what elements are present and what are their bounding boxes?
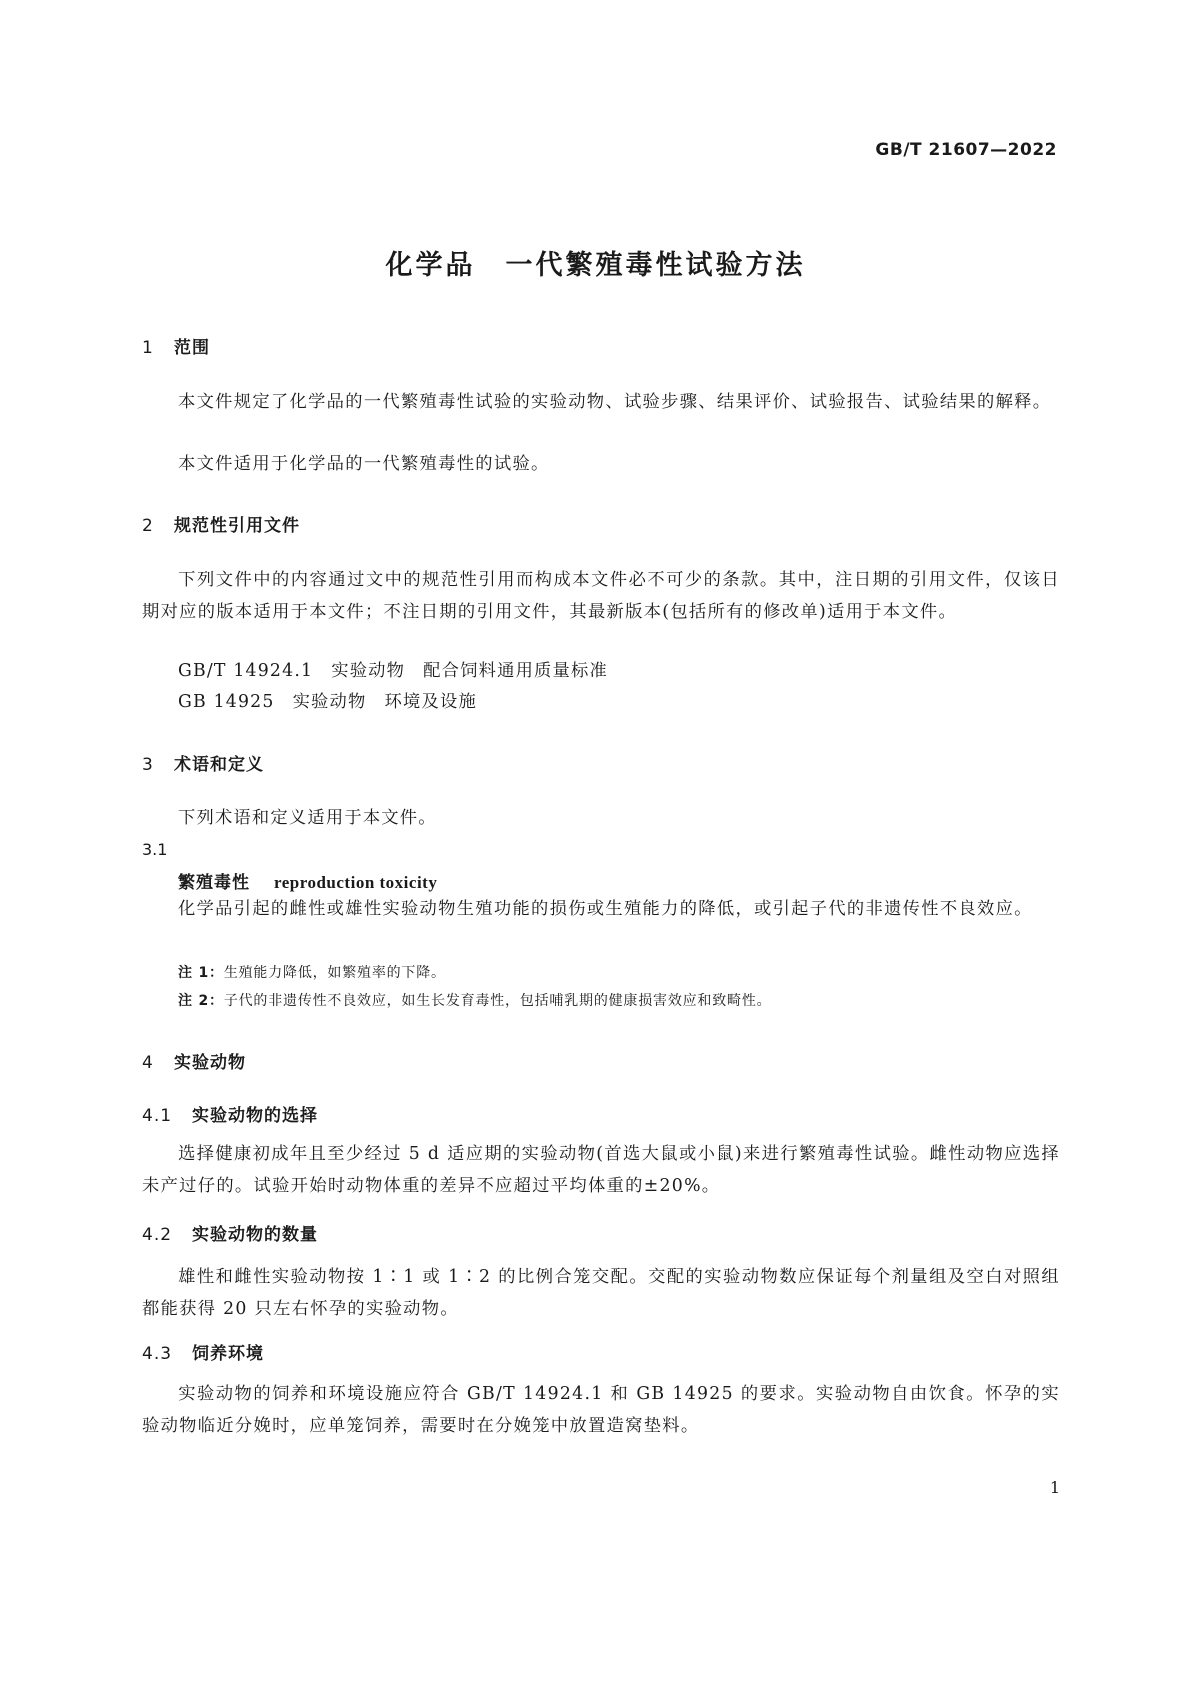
subsection-title: 实验动物的选择 <box>192 1106 318 1126</box>
subsection-4-1-heading <box>142 1101 318 1126</box>
term-definition <box>142 893 1060 925</box>
subsection-number: 4.3 <box>142 1344 173 1364</box>
section-number: 1 <box>142 338 154 358</box>
section-1-heading <box>142 333 210 358</box>
paragraph-text: 化学品引起的雌性或雄性实验动物生殖功能的损伤或生殖能力的降低，或引起子代的非遗传性不良效应。 <box>178 899 1033 919</box>
note <box>178 990 771 1010</box>
paragraph <box>142 1378 1060 1442</box>
note-text: 生殖能力降低，如繁殖率的下降。 <box>223 965 446 981</box>
note <box>178 962 446 982</box>
standard-code: GB/T 21607—2022 <box>875 140 1057 160</box>
subsection-4-3-heading <box>142 1339 264 1364</box>
term-heading <box>178 868 437 893</box>
reference-title-part: 环境及设施 <box>384 692 477 712</box>
paragraph-text: 雄性和雌性实验动物按 1∶1 或 1∶2 的比例合笼交配。交配的实验动物数应保证每个剂量组及空白对照组都能获得 20 只左右怀孕的实验动物。 <box>142 1267 1060 1319</box>
term-number: 3.1 <box>142 840 168 859</box>
section-3-heading <box>142 750 264 775</box>
section-number: 3 <box>142 755 154 775</box>
paragraph-text: 选择健康初成年且至少经过 5 d 适应期的实验动物(首选大鼠或小鼠)来进行繁殖毒性试验。雌性动物应选择未产过仔的。试验开始时动物体重的差异不应超过平均体重的±20%。 <box>142 1144 1060 1196</box>
reference-title-part: 实验动物 <box>331 661 406 681</box>
subsection-number: 4.1 <box>142 1106 173 1126</box>
subsection-title: 饲养环境 <box>192 1344 264 1364</box>
paragraph-text: 本文件适用于化学品的一代繁殖毒性的试验。 <box>178 454 550 474</box>
section-title: 术语和定义 <box>174 755 264 775</box>
page-number: 1 <box>1049 1478 1060 1497</box>
section-title: 实验动物 <box>174 1053 246 1073</box>
paragraph: 下列术语和定义适用于本文件。 <box>178 808 437 828</box>
section-4-heading <box>142 1048 246 1073</box>
reference-code: GB/T 14924.1 <box>178 661 314 681</box>
note-text: 子代的非遗传性不良效应，如生长发育毒性，包括哺乳期的健康损害效应和致畸性。 <box>223 993 772 1009</box>
note-label: 注 2： <box>178 993 224 1009</box>
paragraph-text: 本文件规定了化学品的一代繁殖毒性试验的实验动物、试验步骤、结果评价、试验报告、试验结果的解释。 <box>178 392 1052 412</box>
reference-title-part: 实验动物 <box>292 692 367 712</box>
section-number: 2 <box>142 516 154 536</box>
paragraph-text: 下列文件中的内容通过文中的规范性引用而构成本文件必不可少的条款。其中，注日期的引用文件，仅该日期对应的版本适用于本文件；不注日期的引用文件，其最新版本(包括所有的修改单)适用于本文件。 <box>142 570 1060 622</box>
reference-code: GB 14925 <box>178 692 275 712</box>
document-title: 化学品 一代繁殖毒性试验方法 <box>385 250 806 281</box>
subsection-number: 4.2 <box>142 1225 173 1245</box>
term-english: reproduction toxicity <box>274 873 438 892</box>
paragraph <box>142 1261 1060 1325</box>
subsection-4-2-heading <box>142 1220 318 1245</box>
paragraph <box>142 386 1060 418</box>
subsection-title: 实验动物的数量 <box>192 1225 318 1245</box>
section-number: 4 <box>142 1053 154 1073</box>
section-2-heading <box>142 511 300 536</box>
paragraph-text: 实验动物的饲养和环境设施应符合 GB/T 14924.1 和 GB 14925 的要求。实验动物自由饮食。怀孕的实验动物临近分娩时，应单笼饲养，需要时在分娩笼中放置造窝垫料。 <box>142 1384 1060 1436</box>
term-chinese: 繁殖毒性 <box>178 873 250 893</box>
section-title: 规范性引用文件 <box>174 516 300 536</box>
reference-title-part: 配合饲料通用质量标准 <box>423 661 608 681</box>
section-title: 范围 <box>174 338 210 358</box>
paragraph <box>142 564 1060 628</box>
reference-item <box>178 686 477 718</box>
paragraph <box>142 448 1060 480</box>
reference-item <box>178 655 608 687</box>
paragraph <box>142 1138 1060 1202</box>
note-label: 注 1： <box>178 965 224 981</box>
